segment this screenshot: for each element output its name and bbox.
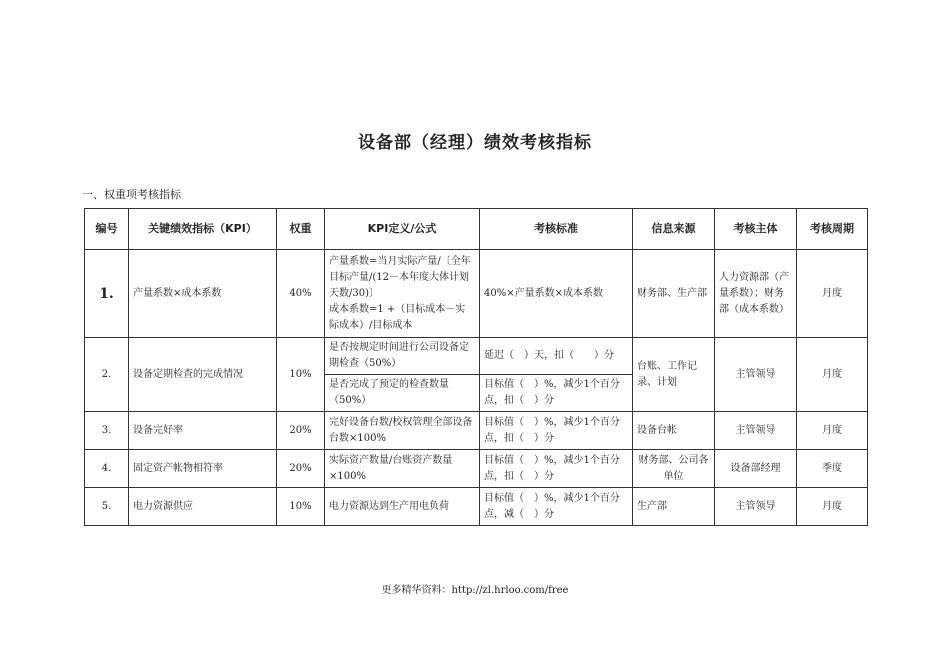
header-cell: 编号 [85,209,129,250]
header-cell: 考核周期 [797,209,868,250]
header-cell: 权重 [277,209,325,250]
assessment-subject: 主管领导 [715,338,797,412]
assessment-cycle: 月度 [797,338,868,412]
weight: 10% [277,338,325,412]
assessment-cycle: 季度 [797,450,868,488]
kpi-name: 产量系数×成本系数 [129,250,277,338]
table-row [85,338,868,375]
weight: 20% [277,412,325,450]
weight: 10% [277,488,325,526]
info-source: 台账、工作记录、计划 [633,338,715,412]
kpi-definition: 实际资产数量/台账资产数量×100% [325,450,480,488]
table-row [85,488,868,526]
assessment-standard: 目标值（ ）%，减少1个百分点，扣（ ）分 [480,450,633,488]
assessment-cycle: 月度 [797,250,868,338]
kpi-definition: 电力资源达到生产用电负荷 [325,488,480,526]
assessment-standard: 40%×产量系数×成本系数 [480,250,633,338]
info-source: 财务部、生产部 [633,250,715,338]
page-title: 设备部（经理）绩效考核指标 [358,133,592,153]
assessment-standard: 目标值（ ）%，减少1个百分点，扣（ ）分 [480,375,633,412]
assessment-standard: 延迟（ ）天，扣（ ）分 [480,338,633,375]
info-source: 设备台帐 [633,412,715,450]
assessment-cycle: 月度 [797,412,868,450]
table-header-row [85,209,868,250]
row-number: 2. [85,338,129,412]
assessment-subject: 主管领导 [715,412,797,450]
assessment-subject: 主管领导 [715,488,797,526]
weight: 20% [277,450,325,488]
table-row [85,450,868,488]
assessment-subject: 人力资源部（产量系数）；财务部（成本系数） [715,250,797,338]
kpi-name: 设备定期检查的完成情况 [129,338,277,412]
header-cell: 关键绩效指标（KPI） [129,209,277,250]
kpi-name: 设备完好率 [129,412,277,450]
assessment-cycle: 月度 [797,488,868,526]
kpi-definition: 是否按规定时间进行公司设备定期检查（50%） [325,338,480,375]
row-number: 1. [85,250,129,338]
row-number: 3. [85,412,129,450]
header-cell: 考核标准 [480,209,633,250]
table-row [85,412,868,450]
kpi-name: 固定资产帐物相符率 [129,450,277,488]
kpi-table [84,208,868,526]
weight: 40% [277,250,325,338]
kpi-definition: 是否完成了预定的检查数量（50%） [325,375,480,412]
row-number: 4. [85,450,129,488]
section-heading: 一、权重项考核指标 [82,188,181,201]
header-cell: 信息来源 [633,209,715,250]
assessment-standard: 目标值（ ）%，减少1个百分点，减（ ）分 [480,488,633,526]
info-source: 财务部、公司各单位 [633,450,715,488]
assessment-standard: 目标值（ ）%，减少1个百分点，扣（ ）分 [480,412,633,450]
kpi-definition: 完好设备台数/校权管理全部设备台数×100% [325,412,480,450]
header-cell: 考核主体 [715,209,797,250]
kpi-definition: 产量系数=当月实际产量/〔全年目标产量/(12－本年度大体计划天数/30)〕 成本系数=1 +（目标成本－实际成本）/目标成本 [325,250,480,338]
info-source: 生产部 [633,488,715,526]
header-cell: KPI定义/公式 [325,209,480,250]
kpi-name: 电力资源供应 [129,488,277,526]
row-number: 5. [85,488,129,526]
assessment-subject: 设备部经理 [715,450,797,488]
table-row [85,250,868,338]
footer-link-text: 更多精华资料：http://zl.hrloo.com/free [381,585,569,596]
